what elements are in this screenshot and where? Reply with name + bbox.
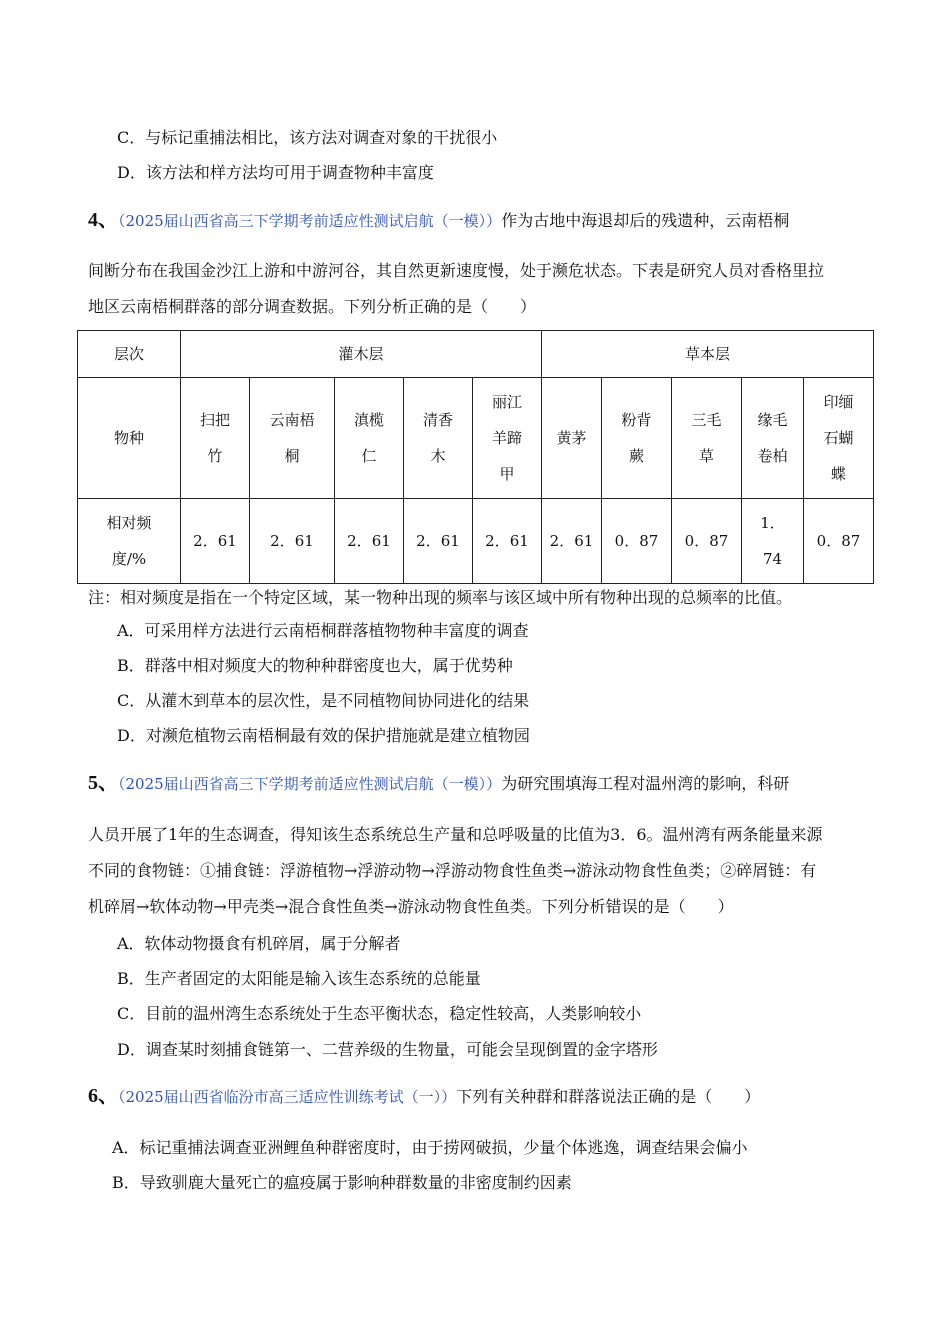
table-cell: 黄茅 xyxy=(542,378,602,499)
question-number: 6、 xyxy=(88,1085,118,1107)
table-cell: 缘毛卷柏 xyxy=(742,378,804,499)
option-c: C．从灌木到草本的层次性，是不同植物间协同进化的结果 xyxy=(117,691,530,710)
survey-table xyxy=(77,330,874,584)
table-note: 注：相对频度是指在一个特定区域，某一物种出现的频率与该区域中所有物种出现的总频率的比值。 xyxy=(88,588,793,607)
option-c: C．目前的温州湾生态系统处于生态平衡状态，稳定性较高，人类影响较小 xyxy=(117,1004,642,1023)
question-5-stem-line1 xyxy=(88,773,789,794)
table-cell: 云南梧桐 xyxy=(250,378,335,499)
question-5-stem-line4: 机碎屑→软体动物→甲壳类→混合食性鱼类→游泳动物食性鱼类。下列分析错误的是（ ） xyxy=(88,897,734,916)
table-header-row xyxy=(78,331,874,378)
option-a: A．标记重捕法调查亚洲鲤鱼种群密度时，由于捞网破损，少量个体逃逸，调查结果会偏小 xyxy=(112,1138,748,1157)
question-text: 为研究围填海工程对温州湾的影响，科研 xyxy=(501,774,790,793)
question-number: 5、 xyxy=(88,772,118,794)
question-source: （2025届山西省高三下学期考前适应性测试启航（一模）） xyxy=(118,212,502,230)
table-cell: 草本层 xyxy=(542,331,874,378)
option-b: B．生产者固定的太阳能是输入该生态系统的总能量 xyxy=(117,969,481,988)
table-cell: 2．61 xyxy=(250,499,335,584)
table-cell: 滇榄仁 xyxy=(335,378,404,499)
table-cell: 粉背蕨 xyxy=(602,378,672,499)
table-cell: 0．87 xyxy=(672,499,742,584)
table-cell: 物种 xyxy=(78,378,181,499)
question-4-stem-line3: 地区云南梧桐群落的部分调查数据。下列分析正确的是（ ） xyxy=(88,297,537,316)
question-5-stem-line3: 不同的食物链：①捕食链：浮游植物→浮游动物→浮游动物食性鱼类→游泳动物食性鱼类；②碎屑链：有 xyxy=(88,861,817,880)
table-cell: 1．74 xyxy=(742,499,804,584)
question-4-stem-line2: 间断分布在我国金沙江上游和中游河谷，其自然更新速度慢，处于濒危状态。下表是研究人员对香格里拉 xyxy=(88,261,825,280)
question-6-stem-line1 xyxy=(88,1086,760,1107)
question-source: （2025届山西省高三下学期考前适应性测试启航（一模）） xyxy=(118,775,502,793)
table-cell: 2．61 xyxy=(542,499,602,584)
table-cell: 2．61 xyxy=(404,499,473,584)
question-text: 作为古地中海退却后的残遗种，云南梧桐 xyxy=(501,211,790,230)
table-cell: 清香木 xyxy=(404,378,473,499)
table-cell: 2．61 xyxy=(473,499,542,584)
table-cell: 2．61 xyxy=(181,499,250,584)
question-4-stem-line1 xyxy=(88,210,789,231)
option-a: A．可采用样方法进行云南梧桐群落植物物种丰富度的调查 xyxy=(117,621,529,640)
question-text: 下列有关种群和群落说法正确的是（ ） xyxy=(456,1087,761,1106)
table-cell: 0．87 xyxy=(602,499,672,584)
table-cell: 层次 xyxy=(78,331,181,378)
table-cell: 0．87 xyxy=(804,499,874,584)
table-cell: 灌木层 xyxy=(181,331,542,378)
question-source: （2025届山西省临汾市高三适应性训练考试（一）） xyxy=(118,1088,457,1106)
question-number: 4、 xyxy=(88,209,118,231)
table-row xyxy=(78,378,874,499)
table-cell: 三毛草 xyxy=(672,378,742,499)
question-5-stem-line2: 人员开展了1年的生态调查，得知该生态系统总生产量和总呼吸量的比值为3．6。温州湾有两条能量来源 xyxy=(88,825,823,844)
option-c: C．与标记重捕法相比，该方法对调查对象的干扰很小 xyxy=(117,128,498,147)
table-cell: 印缅石蝴蝶 xyxy=(804,378,874,499)
option-b: B．导致驯鹿大量死亡的瘟疫属于影响种群数量的非密度制约因素 xyxy=(112,1173,572,1192)
option-d: D．调查某时刻捕食链第一、二营养级的生物量，可能会呈现倒置的金字塔形 xyxy=(117,1040,658,1059)
table-cell: 扫把竹 xyxy=(181,378,250,499)
option-a: A．软体动物摄食有机碎屑，属于分解者 xyxy=(117,934,401,953)
table-cell: 相对频度/% xyxy=(78,499,181,584)
option-b: B．群落中相对频度大的物种种群密度也大，属于优势种 xyxy=(117,656,513,675)
table-row xyxy=(78,499,874,584)
table-cell: 丽江羊蹄甲 xyxy=(473,378,542,499)
option-d: D．该方法和样方法均可用于调查物种丰富度 xyxy=(117,163,434,182)
table-cell: 2．61 xyxy=(335,499,404,584)
option-d: D．对濒危植物云南梧桐最有效的保护措施就是建立植物园 xyxy=(117,726,530,745)
